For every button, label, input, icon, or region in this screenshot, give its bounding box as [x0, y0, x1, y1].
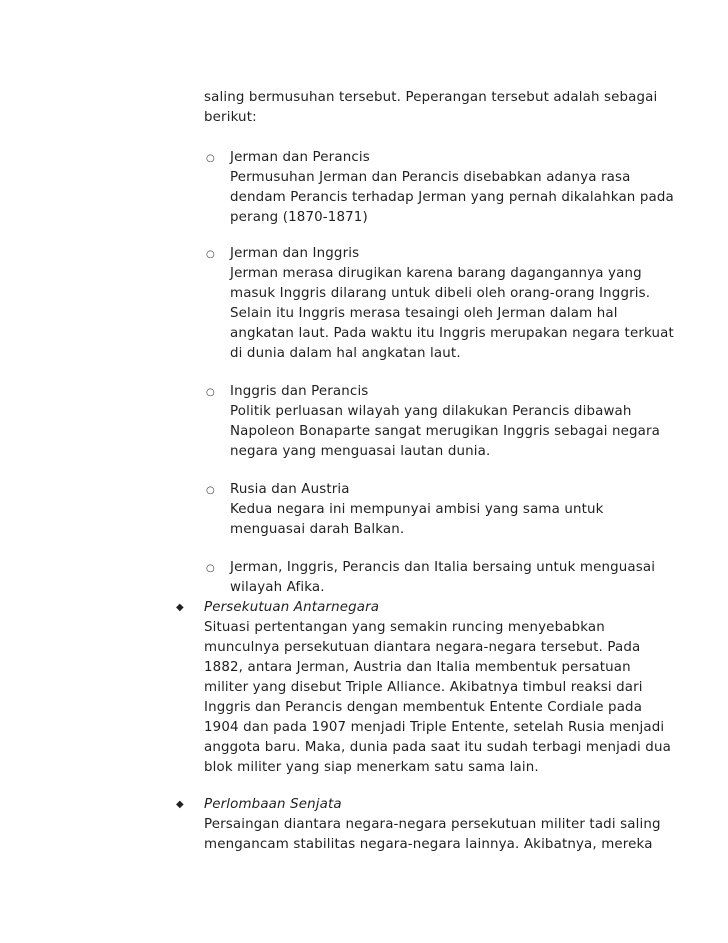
conflict-text-line: angkatan laut. Pada waktu itu Inggris merupakan negara terkuat: [230, 326, 674, 341]
conflict-text-line: dendam Perancis terhadap Jerman yang pernah dikalahkan pada: [230, 190, 674, 205]
circle-bullet-icon: ○: [206, 563, 215, 574]
circle-bullet-icon: ○: [206, 485, 215, 496]
conflict-text-line: Permusuhan Jerman dan Perancis disebabkan adanya rasa: [230, 170, 631, 185]
section-text-line: 1882, antara Jerman, Austria dan Italia membentuk persatuan: [204, 660, 631, 675]
section-text-line: Persaingan diantara negara-negara persekutuan militer tadi saling: [204, 817, 661, 832]
circle-bullet-icon: ○: [206, 387, 215, 398]
section-text-line: munculnya persekutuan diantara negara-negara tersebut. Pada: [204, 640, 641, 655]
conflict-title: Inggris dan Perancis: [230, 384, 369, 399]
conflict-text-line: masuk Inggris dilarang untuk dibeli oleh orang-orang Inggris.: [230, 286, 651, 301]
conflict-text-line: Napoleon Bonaparte sangat merugikan Inggris sebagai negara: [230, 424, 661, 439]
conflict-text-line: Politik perluasan wilayah yang dilakukan Perancis dibawah: [230, 404, 632, 419]
conflict-text-line: wilayah Afika.: [230, 580, 325, 595]
section-heading: Perlombaan Senjata: [204, 797, 342, 812]
conflict-text-line: Jerman merasa dirugikan karena barang dagangannya yang: [230, 266, 642, 281]
section-text-line: blok militer yang siap menerkam satu sama lain.: [204, 760, 539, 775]
conflict-title: Jerman dan Perancis: [230, 150, 370, 165]
circle-bullet-icon: ○: [206, 249, 215, 260]
conflict-text-line: menguasai darah Balkan.: [230, 522, 405, 537]
conflict-text-line: Kedua negara ini mempunyai ambisi yang sama untuk: [230, 502, 604, 517]
conflict-title: Jerman dan Inggris: [230, 246, 360, 261]
conflict-text-line: di dunia dalam hal angkatan laut.: [230, 346, 461, 361]
diamond-bullet-icon: ◆: [176, 602, 184, 613]
section-text-line: mengancam stabilitas negara-negara lainnya. Akibatnya, mereka: [204, 837, 653, 852]
section-text-line: Inggris dan Perancis dengan membentuk Entente Cordiale pada: [204, 700, 643, 715]
section-text-line: militer yang disebut Triple Alliance. Akibatnya timbul reaksi dari: [204, 680, 643, 695]
diamond-bullet-icon: ◆: [176, 799, 184, 810]
intro-paragraph: [204, 88, 658, 128]
conflict-text-line: perang (1870-1871): [230, 210, 368, 225]
conflict-text-line: negara yang menguasai lautan dunia.: [230, 444, 491, 459]
section-text-line: 1904 dan pada 1907 menjadi Triple Entente, setelah Rusia menjadi: [204, 720, 665, 735]
conflict-text-line: Selain itu Inggris merasa tesaingi oleh Jerman dalam hal: [230, 306, 618, 321]
section-heading: Persekutuan Antarnegara: [204, 600, 380, 615]
conflict-title: Jerman, Inggris, Perancis dan Italia bersaing untuk menguasai: [230, 560, 656, 575]
intro-line: saling bermusuhan tersebut. Peperangan tersebut adalah sebagai: [204, 90, 658, 105]
conflict-title: Rusia dan Austria: [230, 482, 350, 497]
section-text-line: anggota baru. Maka, dunia pada saat itu sudah terbagi menjadi dua: [204, 740, 671, 755]
circle-bullet-icon: ○: [206, 153, 215, 164]
intro-line: berikut:: [204, 110, 257, 125]
section-text-line: Situasi pertentangan yang semakin runcing menyebabkan: [204, 620, 605, 635]
